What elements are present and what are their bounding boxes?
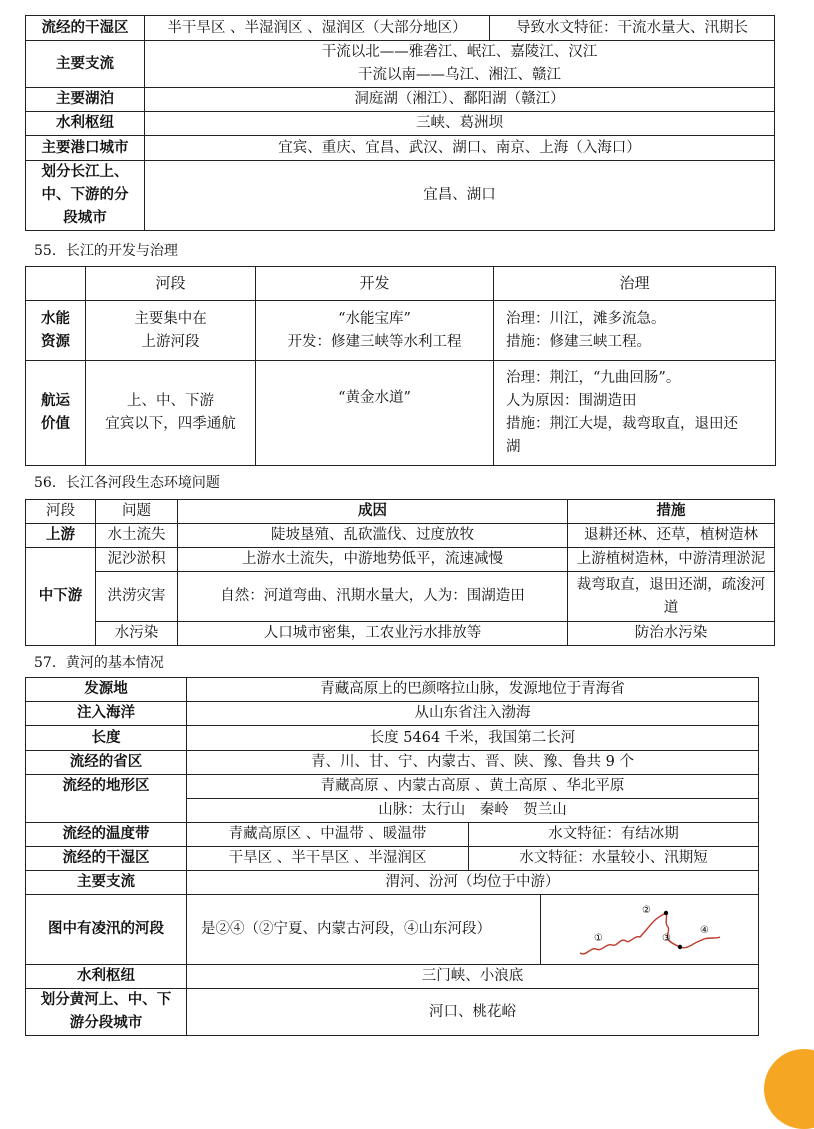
tributaries-south: 干流以南——乌江、湘江、赣江 — [358, 67, 561, 83]
value-tributaries — [145, 41, 775, 88]
flood-problem: 洪涝灾害 — [96, 572, 178, 622]
value-length: 长度 5464 千米，我国第二长河 — [187, 726, 759, 751]
shipping-segment: 上、中、下游 宜宾以下，四季通航 — [86, 361, 256, 466]
flood-measure: 裁弯取直，退田还湖，疏浚河 道 — [568, 572, 775, 622]
silt-problem: 泥沙淤积 — [96, 548, 178, 572]
upper-problem: 水土流失 — [96, 524, 178, 548]
label-terrain: 流经的地形区 — [26, 775, 187, 823]
label-hub: 水利枢纽 — [26, 965, 187, 989]
label-upper: 上游 — [26, 524, 96, 548]
yellow-river-map — [541, 895, 759, 965]
value-division: 宜昌、湖口 — [145, 161, 775, 231]
value-ice-flood: 是②④（②宁夏、内蒙古河段，④山东河段） — [187, 895, 541, 965]
label-hub: 水利枢纽 — [26, 112, 145, 136]
silt-cause: 上游水土流失，中游地势低平，流速减慢 — [178, 548, 568, 572]
label-division: 划分黄河上、中、下 游分段城市 — [26, 989, 187, 1036]
value-sea: 从山东省注入渤海 — [187, 702, 759, 726]
corner-decoration — [764, 1049, 814, 1129]
pollution-cause: 人口城市密集，工农业污水排放等 — [178, 622, 568, 646]
section-57-title: 57．黄河的基本情况 — [34, 655, 164, 671]
label-tributaries: 主要支流 — [26, 41, 145, 88]
silt-measure: 上游植树造林，中游清理淤泥 — [568, 548, 775, 572]
flood-cause: 自然：河道弯曲、汛期水量大，人为：围湖造田 — [178, 572, 568, 622]
label-shipping: 航运 价值 — [26, 361, 86, 466]
yellow-river-table — [25, 677, 759, 1036]
label-ports: 主要港口城市 — [26, 136, 145, 161]
map-point-east — [677, 944, 681, 948]
value-mountains: 山脉：太行山 秦岭 贺兰山 — [187, 799, 759, 823]
map-mark-4: ④ — [699, 924, 709, 936]
map-point-north — [663, 910, 667, 914]
shipping-development: “黄金水道” — [256, 361, 494, 466]
label-dry-wet: 流经的干湿区 — [26, 16, 145, 41]
header-governance: 治理 — [494, 267, 776, 301]
yangtze-overview-table — [25, 15, 775, 231]
label-length: 长度 — [26, 726, 187, 751]
value-source: 青藏高原上的巴颜喀拉山脉，发源地位于青海省 — [187, 678, 759, 702]
upper-cause: 陡坡垦殖、乱砍滥伐、过度放牧 — [178, 524, 568, 548]
label-tributaries: 主要支流 — [26, 871, 187, 895]
header-problem: 问题 — [96, 500, 178, 524]
hydro-development: “水能宝库” 开发：修建三峡等水利工程 — [256, 301, 494, 361]
section-55-title: 55．长江的开发与治理 — [34, 243, 178, 259]
hydro-segment: 主要集中在 上游河段 — [86, 301, 256, 361]
value-hub: 三峡、葛洲坝 — [145, 112, 775, 136]
label-source: 发源地 — [26, 678, 187, 702]
yellow-river-map-icon — [550, 897, 750, 963]
header-development: 开发 — [256, 267, 494, 301]
label-temperature-zone: 流经的温度带 — [26, 823, 187, 847]
value-hydro-feature: 导致水文特征：干流水量大、汛期长 — [490, 16, 775, 41]
map-mark-2: ② — [641, 904, 651, 916]
value-terrain: 青藏高原 、内蒙古高原 、黄土高原 、华北平原 — [187, 775, 759, 799]
value-hub: 三门峡、小浪底 — [187, 965, 759, 989]
label-lakes: 主要湖泊 — [26, 88, 145, 112]
pollution-problem: 水污染 — [96, 622, 178, 646]
label-provinces: 流经的省区 — [26, 751, 187, 775]
value-lakes: 洞庭湖（湘江）、鄱阳湖（赣江） — [145, 88, 775, 112]
shipping-governance: 治理：荆江，“九曲回肠”。 人为原因：围湖造田 措施：荆江大堤，裁弯取直，退田还 湖 — [494, 361, 776, 466]
value-provinces: 青、川、甘、宁、内蒙古、晋、陕、豫、鲁共 9 个 — [187, 751, 759, 775]
value-division: 河口、桃花峪 — [187, 989, 759, 1036]
pollution-measure: 防治水污染 — [568, 622, 775, 646]
value-temperature-zone: 青藏高原区 、中温带 、暖温带 — [187, 823, 469, 847]
map-mark-3: ③ — [661, 932, 671, 944]
label-dry-wet: 流经的干湿区 — [26, 847, 187, 871]
value-dry-wet: 干旱区 、半干旱区 、半湿润区 — [187, 847, 469, 871]
header-segment: 河段 — [86, 267, 256, 301]
value-temp-feature: 水文特征：有结冰期 — [469, 823, 759, 847]
section-56-title: 56．长江各河段生态环境问题 — [34, 475, 220, 491]
label-division: 划分长江上、 中、下游的分 段城市 — [26, 161, 145, 231]
upper-measure: 退耕还林、还草，植树造林 — [568, 524, 775, 548]
value-ports: 宜宾、重庆、宜昌、武汉、湖口、南京、上海（入海口） — [145, 136, 775, 161]
value-dry-feature: 水文特征：水量较小、汛期短 — [469, 847, 759, 871]
hydro-governance: 治理：川江，滩多流急。 措施：修建三峡工程。 — [494, 301, 776, 361]
label-sea: 注入海洋 — [26, 702, 187, 726]
yangtze-ecology-table — [25, 499, 775, 646]
value-tributaries: 渭河、汾河（均位于中游） — [187, 871, 759, 895]
map-mark-1: ① — [593, 932, 603, 944]
yangtze-development-table — [25, 266, 776, 466]
header-blank — [26, 267, 86, 301]
header-cause: 成因 — [178, 500, 568, 524]
value-dry-wet: 半干旱区 、半湿润区 、湿润区（大部分地区） — [145, 16, 490, 41]
label-mid-lower: 中下游 — [26, 548, 96, 646]
label-ice-flood: 图中有凌汛的河段 — [26, 895, 187, 965]
tributaries-north: 干流以北——雅砻江、岷江、嘉陵江、汉江 — [321, 44, 598, 60]
header-measure: 措施 — [568, 500, 775, 524]
label-hydropower: 水能 资源 — [26, 301, 86, 361]
header-segment: 河段 — [26, 500, 96, 524]
